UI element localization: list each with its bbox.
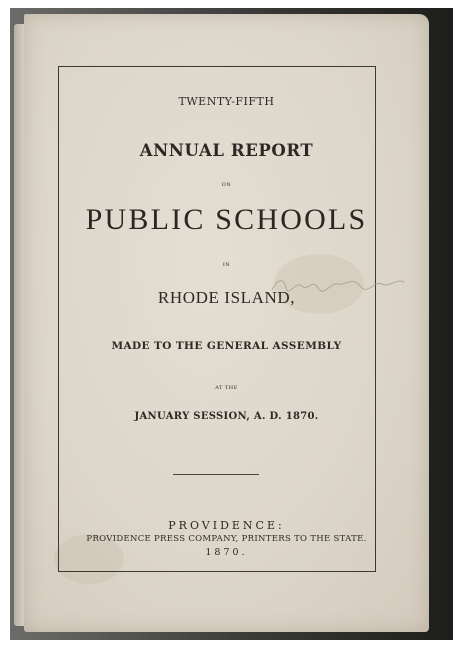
pencil-annotation — [268, 270, 408, 300]
connector-on: ON — [221, 182, 232, 188]
imprint-city: PROVIDENCE: — [168, 519, 285, 532]
imprint-printer: PROVIDENCE PRESS COMPANY, PRINTERS TO THE STATE. — [86, 534, 367, 544]
session-line: JANUARY SESSION, A. D. 1870. — [134, 411, 319, 422]
connector-in: IN — [222, 262, 231, 268]
report-title: ANNUAL REPORT — [139, 141, 314, 160]
imprint-year: 1870. — [205, 547, 248, 558]
report-ordinal: TWENTY-FIFTH — [178, 95, 275, 108]
divider-rule — [173, 474, 259, 475]
subject-heading: PUBLIC SCHOOLS — [85, 203, 368, 236]
connector-at-the: AT THE — [215, 385, 238, 391]
state-name: RHODE ISLAND, — [157, 288, 296, 307]
made-to-line: MADE TO THE GENERAL ASSEMBLY — [111, 340, 342, 352]
